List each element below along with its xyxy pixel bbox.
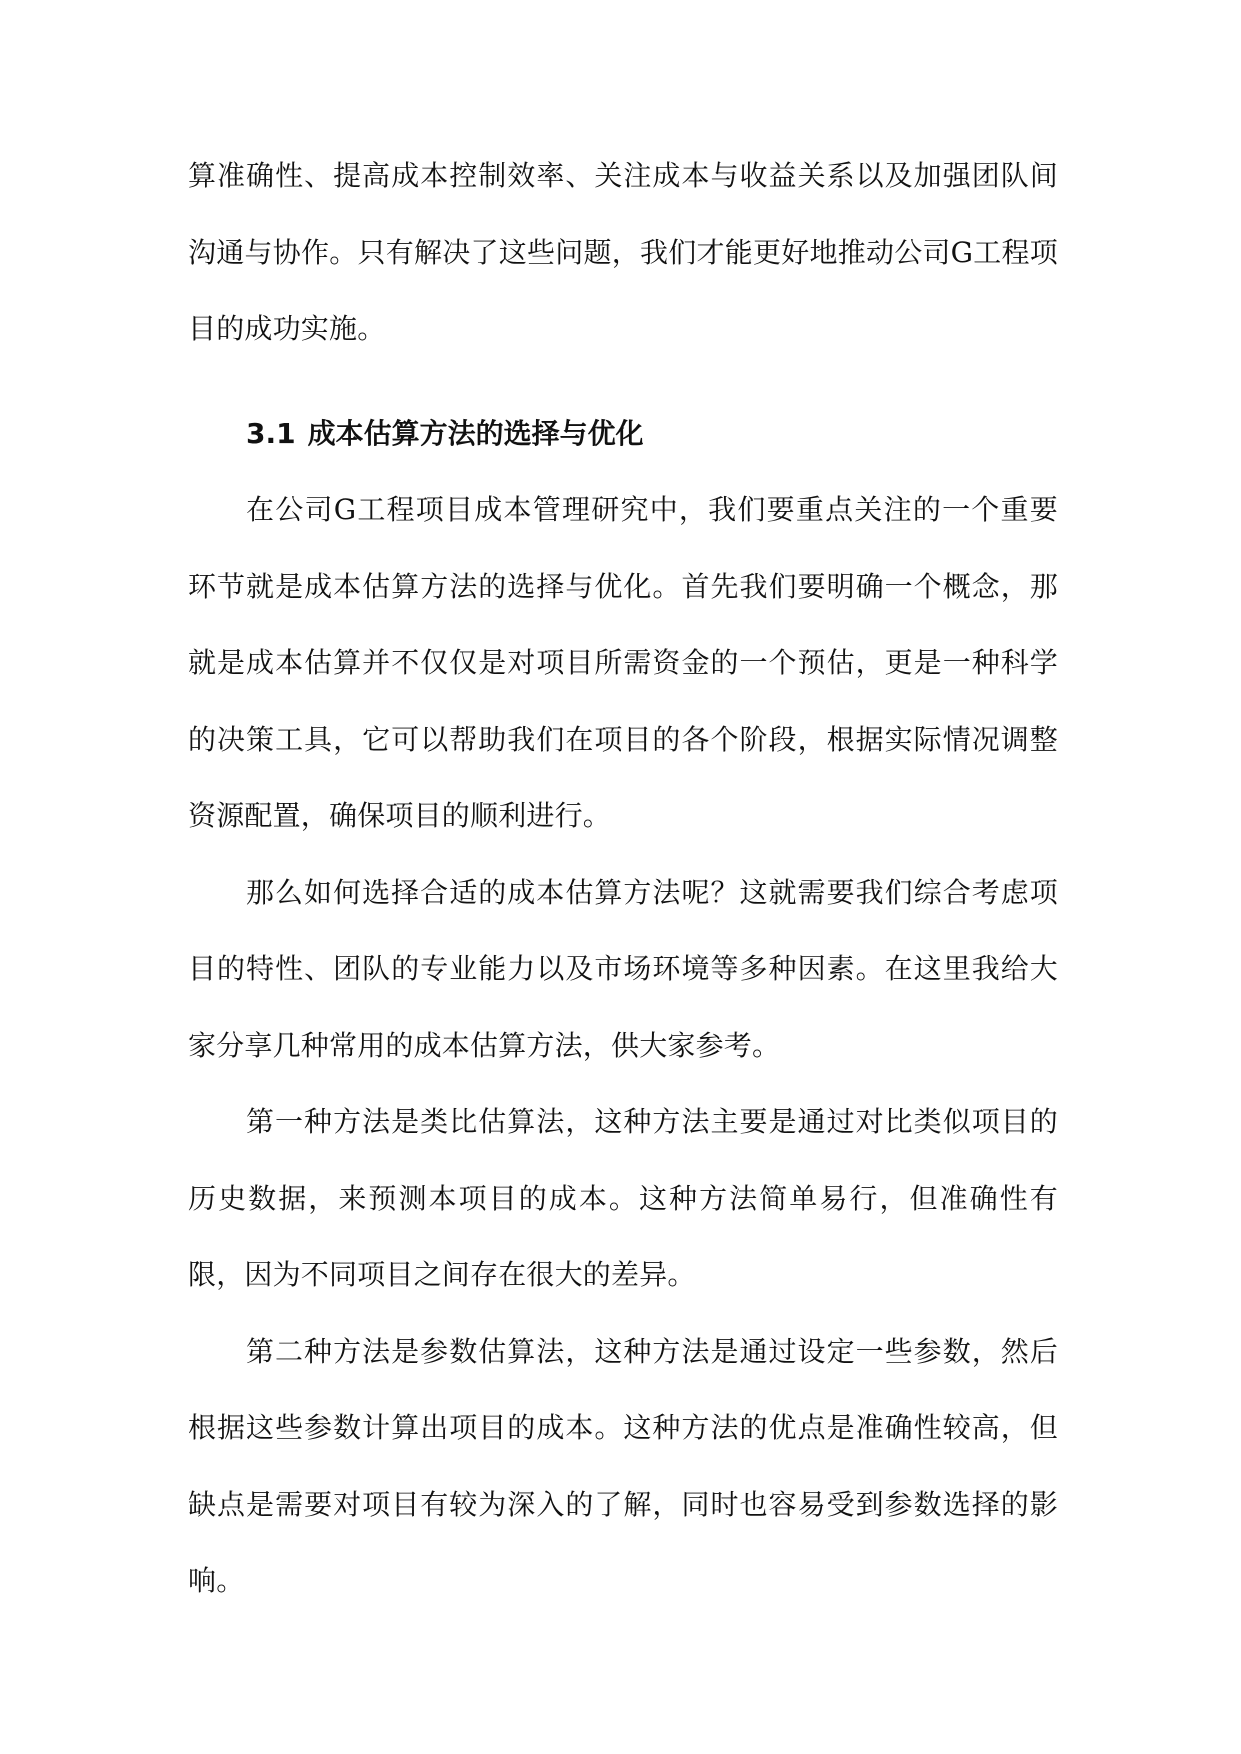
body-paragraph: 在公司G工程项目成本管理研究中，我们要重点关注的一个重要环节就是成本估算方法的选择与优化。首先我们要明确一个概念，那就是成本估算并不仅仅是对项目所需资金的一个预估，更是一种科学的决策工具，它可以帮助我们在项目的各个阶段，根据实际情况调整资源配置，确保项目的顺利进行。 [188, 493, 1058, 832]
body-paragraph: 那么如何选择合适的成本估算方法呢？这就需要我们综合考虑项目的特性、团队的专业能力以及市场环境等多种因素。在这里我给大家分享几种常用的成本估算方法，供大家参考。 [188, 875, 1058, 1062]
intro-paragraph: 算准确性、提高成本控制效率、关注成本与收益关系以及加强团队间沟通与协作。只有解决了这些问题，我们才能更好地推动公司G工程项目的成功实施。 [188, 159, 1058, 345]
body-paragraph: 第一种方法是类比估算法，这种方法主要是通过对比类似项目的历史数据，来预测本项目的成本。这种方法简单易行，但准确性有限，因为不同项目之间存在很大的差异。 [188, 1105, 1058, 1291]
body-paragraph: 第二种方法是参数估算法，这种方法是通过设定一些参数，然后根据这些参数计算出项目的成本。这种方法的优点是准确性较高，但缺点是需要对项目有较为深入的了解，同时也容易受到参数选择的影响。 [188, 1334, 1058, 1597]
document-body [188, 138, 1058, 1620]
section-title: 成本估算方法的选择与优化 [307, 416, 644, 450]
section-number: 3.1 [246, 416, 296, 450]
section-heading [188, 396, 1058, 473]
